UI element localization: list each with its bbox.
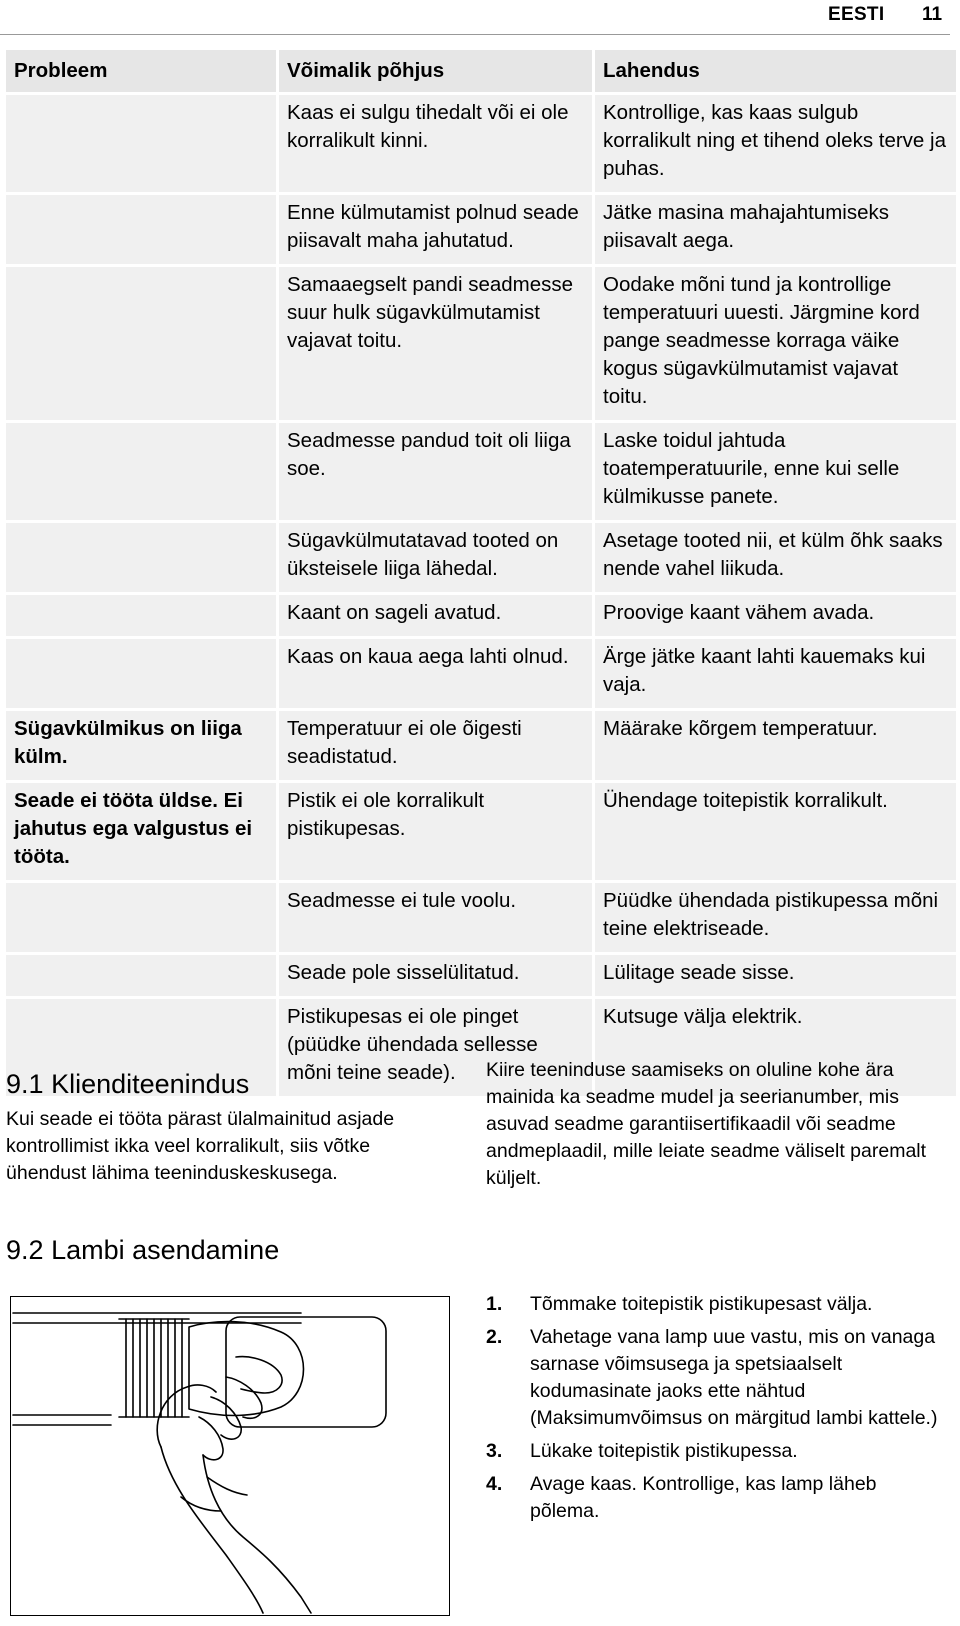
step-text: Tõmmake toitepistik pistikupesast välja. [530, 1293, 873, 1315]
step-number: 3. [486, 1440, 503, 1462]
step-number: 1. [486, 1293, 503, 1315]
cause-cell: Sügavkülmutatavad tooted on üksteisele liiga lähedal. [276, 523, 592, 595]
table-row [6, 195, 956, 267]
cause-cell: Seade pole sisselülitatud. [276, 955, 592, 999]
solution-cell: Proovige kaant vähem avada. [592, 595, 956, 639]
section-title: Lambi asendamine [51, 1235, 280, 1265]
solution-cell: Laske toidul jahtuda toatemperatuurile, enne kui selle külmikusse panete. [592, 423, 956, 523]
section-title: Klienditeenindus [51, 1069, 250, 1099]
solution-cell: Jätke masina mahajahtumiseks piisavalt aega. [592, 195, 956, 267]
column-header-cause: Võimalik põhjus [276, 50, 592, 95]
solution-cell: Asetage tooted nii, et külm õhk saaks nende vahel liikuda. [592, 523, 956, 595]
solution-cell: Püüdke ühendada pistikupessa mõni teine elektriseade. [592, 883, 956, 955]
troubleshooting-table [6, 50, 956, 1099]
cause-cell: Pistik ei ole korralikult pistikupesas. [276, 783, 592, 883]
bulb-base-shape [126, 1319, 182, 1417]
table-row [6, 639, 956, 711]
solution-cell: Ärge jätke kaant lahti kauemaks kui vaja. [592, 639, 956, 711]
lamp-housing-shape [226, 1317, 386, 1427]
hand-crease-shape [207, 1477, 247, 1495]
step-text: Avage kaas. Kontrollige, kas lamp läheb põlema. [530, 1473, 877, 1522]
solution-cell: Oodake mõni tund ja kontrollige temperatuuri uuesti. Järgmine kord pange seadmesse korraga väike kogus sügavkülmutamist vajavat toitu. [592, 267, 956, 423]
table-row [6, 267, 956, 423]
bulb-glass-shape [189, 1322, 304, 1416]
page-number: 11 [922, 4, 943, 25]
page-header [0, 0, 960, 30]
problem-cell: Seade ei tööta üldse. Ei jahutus ega valgustus ei tööta. [6, 783, 276, 883]
cause-cell: Enne külmutamist polnud seade piisavalt maha jahutatud. [276, 195, 592, 267]
problem-cell [6, 423, 276, 523]
frame-line-shape [13, 1313, 301, 1323]
column-header-problem: Probleem [6, 50, 276, 95]
solution-cell: Ühendage toitepistik korralikult. [592, 783, 956, 883]
section-number: 9.2 [6, 1235, 44, 1265]
frame-line-shape [13, 1415, 111, 1425]
solution-cell: Kontrollige, kas kaas sulgub korralikult ning et tihend oleks terve ja puhas. [592, 95, 956, 195]
lamp-replacement-illustration [10, 1296, 450, 1616]
table-row [6, 711, 956, 783]
table-row [6, 883, 956, 955]
table-row [6, 95, 956, 195]
step-number: 4. [486, 1473, 503, 1495]
hand-finger-shape [199, 1417, 223, 1460]
list-item [486, 1291, 946, 1318]
problem-cell [6, 595, 276, 639]
cause-cell: Samaaegselt pandi seadmesse suur hulk sügavkülmutamist vajavat toitu. [276, 267, 592, 423]
cause-cell: Kaas on kaua aega lahti olnud. [276, 639, 592, 711]
language-label: EESTI [828, 4, 885, 25]
problem-cell [6, 195, 276, 267]
lamp-replacement-steps [486, 1291, 946, 1531]
cause-cell: Seadmesse ei tule voolu. [276, 883, 592, 955]
cause-cell: Pistikupesas ei ole pinget (püüdke ühendada sellesse mõni teine seade). [276, 999, 592, 1099]
hand-thumb-shape [157, 1385, 216, 1447]
section-number: 9.1 [6, 1069, 44, 1099]
problem-cell [6, 955, 276, 999]
header-rule [0, 34, 950, 35]
list-item [486, 1324, 946, 1432]
customer-service-text-right: Kiire teeninduse saamiseks on oluline kohe ära mainida ka seadme mudel ja seerianumber, mis asuvad seadme garantiisertifikaadil või seadme andmeplaadil, mille leiate seadme väliselt paremalt küljelt. [486, 1059, 927, 1189]
cause-cell: Seadmesse pandud toit oli liiga soe. [276, 423, 592, 523]
table-row [6, 595, 956, 639]
cause-cell: Temperatuur ei ole õigesti seadistatud. [276, 711, 592, 783]
problem-cell [6, 523, 276, 595]
cause-cell: Kaas ei sulgu tihedalt või ei ole korralikult kinni. [276, 95, 592, 195]
hand-unscrewing-lamp-icon [11, 1297, 448, 1614]
table-header-row [6, 50, 956, 95]
problem-cell: Sügavkülmikus on liiga külm. [6, 711, 276, 783]
hand-finger-shape [236, 1357, 282, 1393]
problem-cell [6, 267, 276, 423]
list-item [486, 1471, 946, 1525]
solution-cell: Kutsuge välja elektrik. [592, 999, 956, 1099]
column-header-solution: Lahendus [592, 50, 956, 95]
step-text: Lükake toitepistik pistikupessa. [530, 1440, 798, 1462]
list-item [486, 1438, 946, 1465]
table-row [6, 783, 956, 883]
cause-cell: Kaant on sageli avatud. [276, 595, 592, 639]
table-row [6, 955, 956, 999]
table-row [6, 423, 956, 523]
section-heading-customer-service [6, 1068, 249, 1100]
problem-cell [6, 95, 276, 195]
hand-wrist-shape [161, 1447, 263, 1613]
step-text: Vahetage vana lamp uue vastu, mis on vanaga sarnase võimsusega ja spetsiaalselt kodumasinate jaoks ette nähtud (Maksimumvõimsus on märgitud lambi kattele.) [530, 1326, 938, 1429]
hand-finger-shape [226, 1377, 262, 1418]
solution-cell: Lülitage seade sisse. [592, 955, 956, 999]
step-number: 2. [486, 1326, 503, 1348]
problem-cell [6, 883, 276, 955]
hand-wrist-shape [203, 1455, 311, 1613]
solution-cell: Määrake kõrgem temperatuur. [592, 711, 956, 783]
customer-service-text-left: Kui seade ei tööta pärast ülalmainitud asjade kontrollimist ikka veel korralikult, siis võtke ühendust lähima teeninduskeskusega. [6, 1108, 395, 1184]
table-row [6, 523, 956, 595]
section-heading-lamp-replacement [6, 1234, 279, 1266]
problem-cell [6, 639, 276, 711]
